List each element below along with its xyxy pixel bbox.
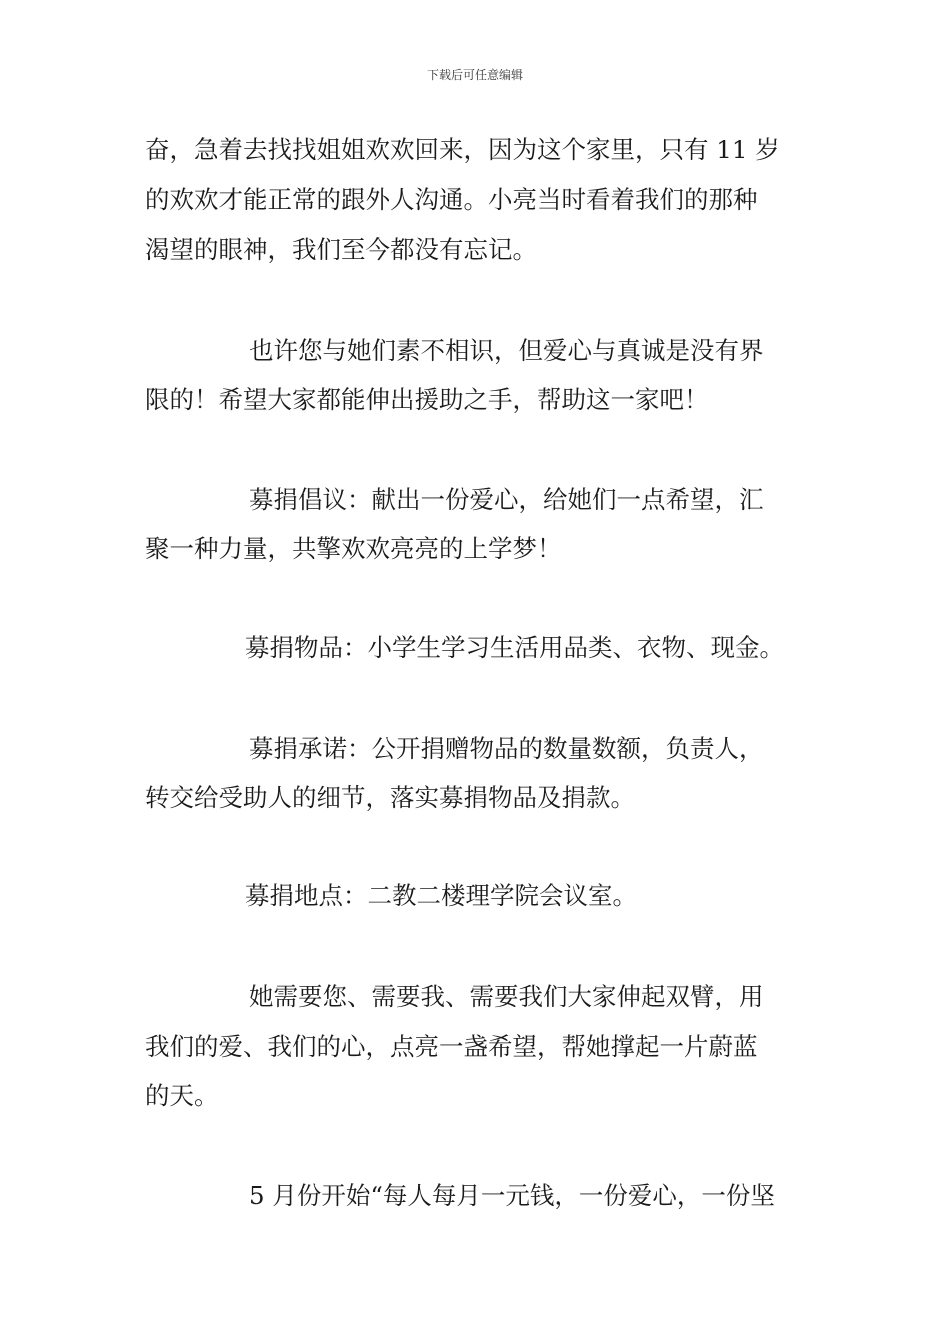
text-line: 的天。	[145, 1081, 219, 1110]
text-line: 限的！希望大家都能伸出援助之手，帮助这一家吧！	[145, 385, 709, 414]
paragraph-first-line: 募捐物品：小学生学习生活用品类、衣物、现金。	[245, 633, 784, 662]
paragraph-first-line: 募捐倡议：献出一份爱心，给她们一点希望，汇	[249, 485, 764, 514]
text-line: 我们的爱、我们的心，点亮一盏希望，帮她撑起一片蔚蓝	[145, 1032, 758, 1061]
paragraph-first-line: 也许您与她们素不相识，但爱心与真诚是没有界	[249, 336, 764, 365]
paragraph-first-line: 5 月份开始“每人每月一元钱，一份爱心，一份坚	[249, 1181, 775, 1210]
page-header: 下载后可任意编辑	[426, 68, 523, 82]
paragraph-first-line: 她需要您、需要我、需要我们大家伸起双臂，用	[249, 982, 764, 1011]
text-line: 的欢欢才能正常的跟外人沟通。小亮当时看着我们的那种	[145, 185, 758, 214]
text-line: 转交给受助人的细节，落实募捐物品及捐款。	[145, 783, 635, 812]
text-line: 聚一种力量，共擎欢欢亮亮的上学梦！	[145, 534, 562, 563]
text-line: 渴望的眼神，我们至今都没有忘记。	[145, 235, 537, 264]
paragraph-first-line: 募捐承诺：公开捐赠物品的数量数额，负责人，	[249, 734, 764, 763]
text-line: 奋，急着去找找姐姐欢欢回来，因为这个家里，只有 11 岁	[145, 135, 780, 164]
paragraph-first-line: 募捐地点：二教二楼理学院会议室。	[245, 881, 637, 910]
